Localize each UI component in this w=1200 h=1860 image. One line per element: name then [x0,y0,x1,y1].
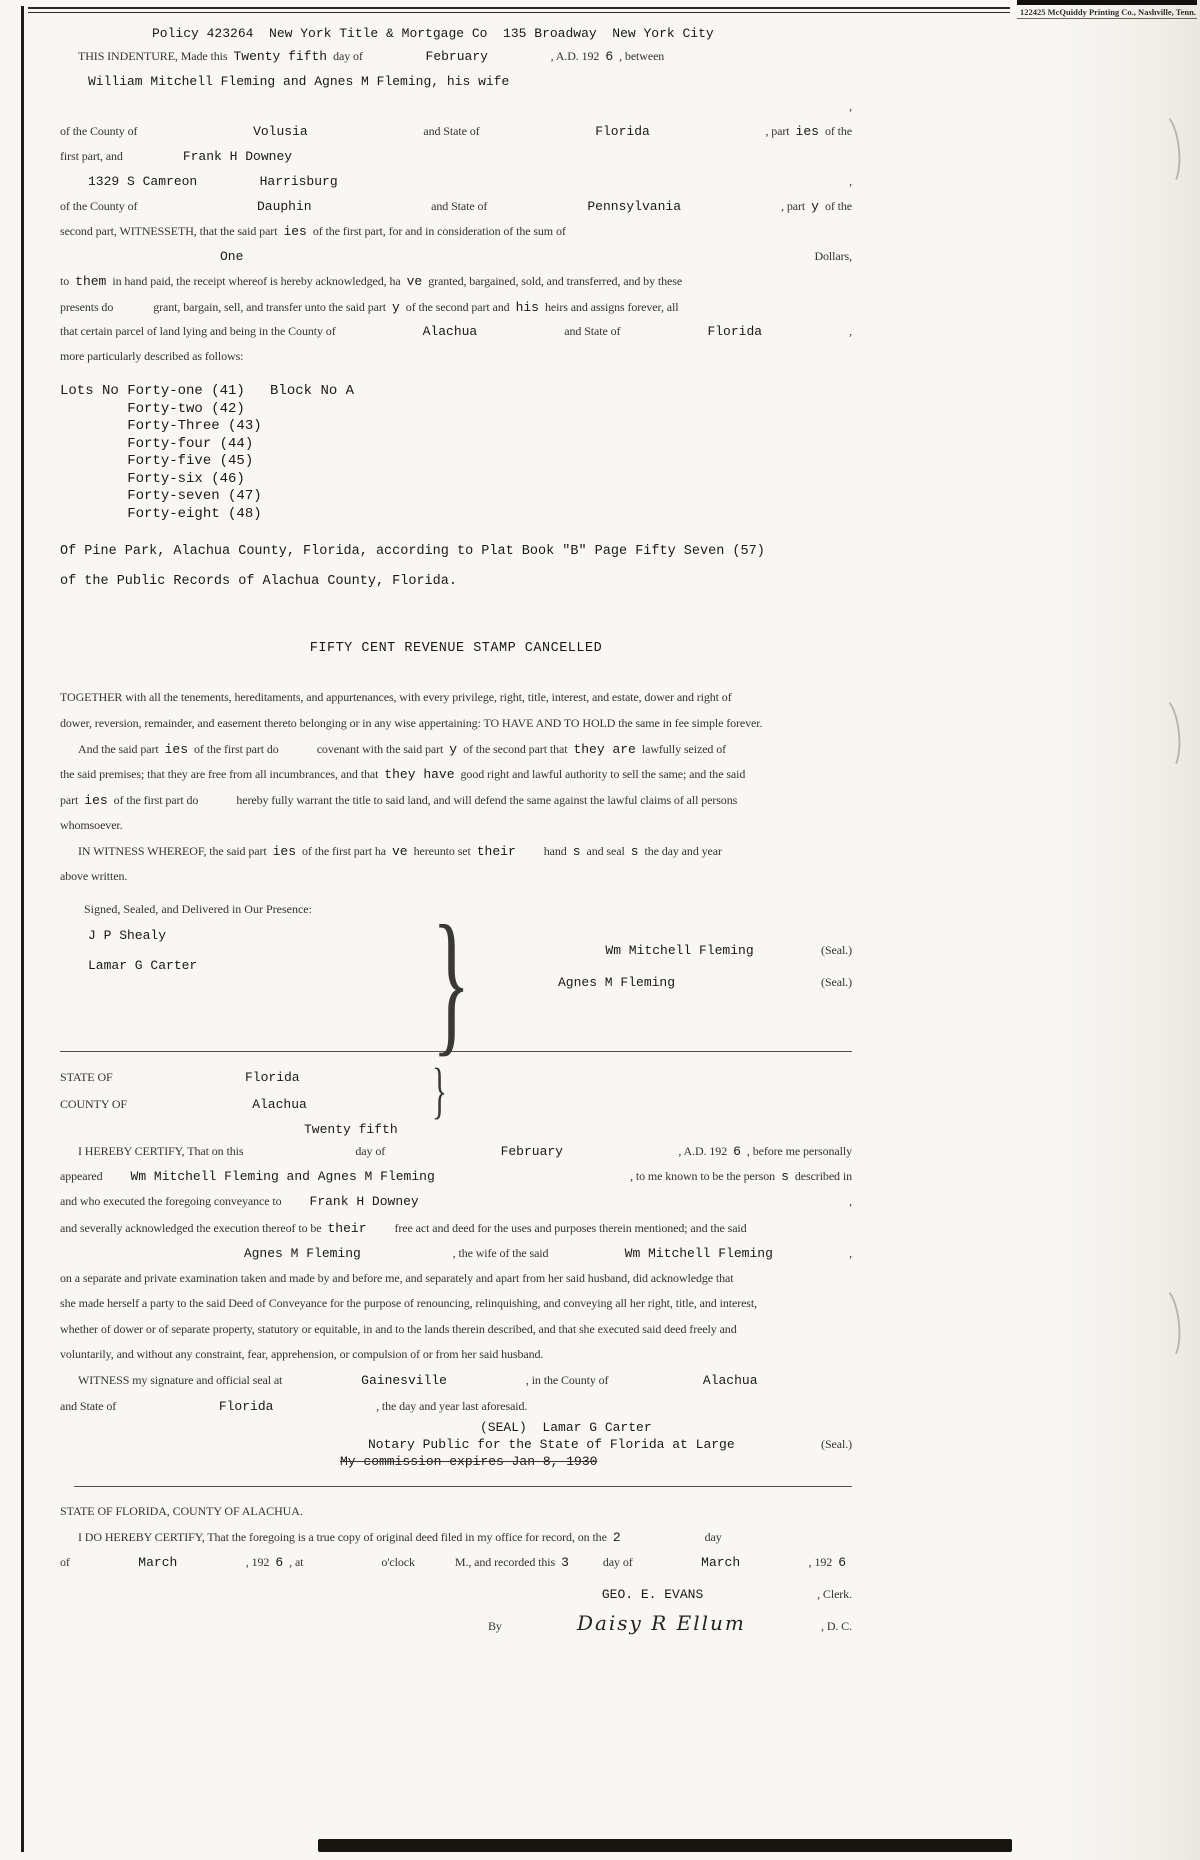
text-run: and who executed the foregoing conveyance to [60,1194,282,1208]
blank-line [627,1524,705,1549]
fill-in-blank: ve [386,839,414,864]
fill-in-blank: they are [567,737,641,762]
fill-in-blank: Volusia [137,119,423,144]
text-run: My commission expires Jan 8, 1930 [340,1453,598,1469]
plat-reference [60,537,852,597]
blank-line [575,1549,603,1574]
blank-line [373,1215,395,1241]
text-line [60,1064,432,1091]
text-run: day [704,1529,722,1544]
section-divider [74,1486,852,1487]
text-line [498,933,852,966]
text-line [60,169,852,194]
fill-in-blank: 6 [727,1139,747,1164]
fill-in-blank: Lamar G Carter [60,951,432,981]
fill-in-blank: ies [78,788,113,813]
text-line [480,1419,852,1436]
text-line [60,1291,852,1317]
text-line [60,711,852,737]
fill-in-blank: William Mitchell Fleming and Agnes M Fleming, his wife [60,69,852,94]
blank-line [303,1549,381,1574]
text-run: (Seal.) [821,943,852,957]
text-run: good right and lawful authority to sell the same; and the said [460,766,746,781]
fill-in-blank: ve [401,269,429,294]
fill-in-blank: Pennsylvania [487,194,781,219]
text-run: , [849,99,852,113]
blank-line [498,933,538,966]
fill-in-blank: 1329 S Camreon Harrisburg [60,169,849,194]
top-double-rule [28,7,1010,13]
text-run: of the County of [60,124,138,138]
venue-brace [432,1057,468,1125]
fill-in-blank: their [322,1216,373,1241]
text-run: the said premises; that they are free from all incumbrances, and that [60,766,379,781]
text-run: M., and recorded this [454,1554,556,1569]
text-run: , part [781,199,806,213]
text-run: (Seal.) [821,975,852,989]
fill-in-blank: Florida [620,319,849,344]
text-run: heirs and assigns forever, all [544,300,679,314]
revenue-stamp-note: FIFTY CENT REVENUE STAMP CANCELLED [309,641,603,656]
text-line [60,69,852,94]
text-run: Forty-seven (47) [60,488,262,504]
fill-in-blank: Notary Public for the State of Florida at Large [340,1436,821,1453]
text-run: of the first part ha [302,844,386,858]
text-run: of the first part do [194,742,279,756]
text-run: , 192 [245,1554,270,1569]
text-line [60,44,852,69]
fill-in-blank: Daisy R Ellum [502,1607,821,1639]
text-run: and severally acknowledged the execution thereof to be [60,1220,322,1235]
witness-column [60,921,432,1041]
text-line [60,1138,852,1164]
text-line [60,1011,432,1041]
text-line [60,436,852,454]
text-line [60,567,852,597]
text-run: grant, bargain, sell, and transfer unto the said part [153,300,386,314]
text-line [60,864,852,890]
fill-in-blank: Alachua [336,319,565,344]
fill-in-blank: Frank H Downey [123,144,852,169]
curly-brace-icon: } [432,1057,447,1125]
text-run: more particularly described as follows: [60,349,244,363]
fill-in-blank: 2 [607,1525,627,1549]
fill-in-blank: February [363,44,551,69]
text-run: dower, reversion, remainder, and easement thereto belonging or in any wise appertaining: TO HAVE AND TO HOLD the same in fee simple forever. [60,715,763,730]
fill-in-blank: y [386,295,406,319]
fill-in-blank: his [510,295,545,319]
text-run: , D. C. [821,1618,852,1633]
blank-line [198,787,236,813]
text-line [60,119,852,144]
filing-certificate [60,1499,852,1639]
bottom-scan-bar [318,1839,1012,1852]
fill-in-blank: y [805,194,825,219]
blank-line [60,1240,152,1266]
text-run: I HEREBY CERTIFY, That on this [78,1144,244,1158]
text-run: of the Public Records of Alachua County, Florida. [60,574,457,589]
text-run: and State of [564,324,621,338]
text-line [60,813,852,839]
fill-in-blank: Alachua [608,1368,852,1394]
fill-in-blank: Dauphin [137,194,431,219]
text-run: part [60,793,79,807]
text-run: she made herself a party to the said Deed of Conveyance for the purpose of renouncing, relinquishing, and conveying all her right, title, and interest, [60,1296,758,1310]
legal-description [60,383,852,523]
text-run: , between [619,49,665,63]
blank-line [415,1549,455,1574]
fill-in-blank: 6 [599,44,619,69]
fill-in-blank: 6 [269,1550,289,1574]
blank-line [522,838,544,864]
fill-in-blank: One [60,244,814,269]
text-run: I DO HEREBY CERTIFY, That the foregoing is a true copy of original deed filed in my office for record, on the [78,1529,607,1544]
binder-mark-icon [1146,111,1184,190]
printer-mark [1017,0,1197,19]
opening-paragraph [60,44,852,369]
fill-in-blank: s [567,839,587,864]
text-run: Forty-eight (48) [60,505,262,522]
text-line [60,838,852,864]
curly-brace-icon: } [432,892,471,1070]
text-run: of the [824,199,852,213]
text-line [60,488,852,506]
acknowledgment-section [60,1122,852,1470]
fill-in-blank [566,219,852,244]
text-run: hereby fully warrant the title to said land, and will defend the same against the lawful claims of all persons [236,793,738,807]
text-line [60,1240,852,1266]
text-line [60,537,852,567]
text-run: And the said part [78,742,159,756]
text-line [60,294,852,319]
text-run: the day and year [644,844,722,858]
text-run: of the first part do [113,793,199,807]
fill-in-blank: Wm Mitchell Fleming [538,934,821,966]
text-line [60,269,852,294]
text-run: second part, WITNESSETH, that the said part [60,224,278,238]
fill-in-blank [664,44,852,69]
text-run: and State of [431,199,488,213]
text-run: day of [333,49,363,63]
fill-in-blank: Gainesville [282,1368,526,1394]
fill-in-blank: ies [267,839,302,864]
fill-in-blank: s [775,1164,795,1190]
text-line [60,787,852,813]
fill-in-blank: Frank H Downey [282,1189,850,1215]
text-run: , before me personally [746,1144,852,1158]
venue-lines [60,1064,432,1118]
text-run: Dollars, [814,249,852,263]
fill-in-blank: ies [277,219,312,244]
binder-mark-icon [1146,695,1184,774]
text-run: STATE OF [60,1070,113,1084]
fill-in-blank: Florida [116,1394,376,1419]
fill-in-blank: Wm Mitchell Fleming [548,1241,849,1266]
fill-in-blank: their [471,839,522,864]
text-run: that certain parcel of land lying and being in the County of [60,324,336,338]
text-line [60,1215,852,1241]
text-run: whomsoever. [60,817,123,832]
text-run: of the second part and [405,300,510,314]
text-run: , part [765,124,790,138]
fill-in-blank: Twenty fifth [227,44,333,69]
text-run: Forty-two (42) [60,400,245,417]
text-run: hand [543,844,567,858]
text-line [488,1607,852,1639]
text-run: and State of [60,1399,117,1413]
text-line [60,981,432,1011]
text-run: (Seal.) [821,1436,852,1451]
text-run: (SEAL) Lamar G Carter [480,1419,652,1435]
text-run: , [849,174,852,188]
text-run: whether of dower or of separate property, statutory or equitable, in and to the lands therein described, and that she executed said deed freely and [60,1321,737,1336]
text-run: STATE OF FLORIDA, COUNTY OF ALACHUA. [60,1503,303,1518]
text-line [60,401,852,419]
text-line [60,1164,852,1190]
text-run: , in the County of [525,1372,609,1387]
text-run: of [60,1554,70,1569]
fill-in-blank: February [385,1139,678,1164]
text-run: o'clock [381,1554,415,1569]
fill-in-blank [60,1011,432,1041]
policy-header-line: Policy 423264 New York Title & Mortgage Co 135 Broadway New York City [152,26,714,41]
text-line [60,736,852,762]
text-run: THIS INDENTURE, Made this [78,49,228,63]
grantor-signature-column [468,921,852,1041]
text-line [60,762,852,788]
text-run: of the County of [60,199,138,213]
fill-in-blank: Agnes M Fleming [152,1241,453,1266]
fill-in-blank: Alachua [127,1091,432,1118]
text-run: , [849,1246,852,1260]
text-run: day of [602,1554,633,1569]
left-edge-rule [21,6,24,1852]
text-run: Forty-Three (43) [60,418,262,434]
text-line [340,1436,852,1453]
printer-mark-text: 122425 McQuiddy Printing Co., Nashville, Tenn. [1017,5,1197,19]
text-line [498,966,852,999]
text-line [60,1393,852,1419]
text-run: on a separate and private examination taken and made by and before me, and separately and apart from her said husband, did acknowledge that [60,1270,734,1285]
fill-in-blank: March [70,1550,246,1574]
fill-in-blank: Agnes M Fleming [498,966,821,999]
text-run: hereunto set [413,844,471,858]
text-run: in hand paid, the receipt whereof is hereby acknowledged, ha [112,274,401,288]
fill-in-blank: J P Shealy [60,921,432,951]
text-run: covenant with the said part [316,742,444,756]
text-run: , the day and year last aforesaid. [376,1399,528,1413]
witness-section [60,892,852,1070]
text-run: Forty-six (46) [60,470,245,487]
fill-in-blank: 3 [555,1550,575,1574]
notary-seal-block [60,1419,852,1470]
text-run: voluntarily, and without any constraint, fear, apprehension, or compulsion of or from her said husband. [60,1347,544,1361]
fill-in-blank [60,981,432,1011]
text-run: granted, bargained, sold, and transferred, and by these [428,274,683,288]
fill-in-blank: them [69,269,112,294]
fill-in-blank: y [443,737,463,762]
venue-block [60,1057,852,1125]
text-run: COUNTY OF [60,1097,127,1111]
text-run: IN WITNESS WHEREOF, the said part [78,844,267,858]
fill-in-blank: 6 [832,1550,852,1574]
text-run: , A.D. 192 [678,1144,728,1158]
fill-in-blank [60,94,849,119]
fill-in-blank: March [633,1550,809,1574]
fill-in-blank: GEO. E. EVANS [488,1582,817,1607]
text-line [60,685,852,711]
text-line [60,506,852,524]
text-line [60,1317,852,1343]
text-run: lawfully seized of [641,742,727,756]
text-line [60,1342,852,1368]
text-run: , [849,1194,852,1208]
text-line [60,94,852,119]
text-line [60,1189,852,1215]
typed-day-overlay: Twenty fifth [304,1122,398,1137]
text-run: and seal [586,844,625,858]
text-run: day of [355,1144,386,1158]
acknowledgment-paragraph [60,1138,852,1419]
text-line [60,1266,852,1292]
blank-line [279,736,317,762]
text-run: Forty-four (44) [60,435,254,452]
text-run: appeared [60,1168,103,1183]
text-line [60,951,432,981]
text-line [60,1368,852,1394]
text-run: , A.D. 192 [550,49,600,63]
fill-in-blank: they have [378,762,460,788]
fill-in-blank: s [625,839,645,864]
text-run: Lots No Forty-one (41) Block No A [60,383,355,399]
fill-in-blank: Florida [480,119,766,144]
blank-line [113,294,153,319]
text-run: described in [794,1168,852,1183]
text-run: to [60,274,70,288]
fill-in-blank: Wm Mitchell Fleming and Agnes M Fleming [103,1164,631,1190]
text-line [60,1549,852,1574]
text-line [60,921,432,951]
text-run: By [488,1618,502,1633]
fill-in-blank: ies [159,737,194,762]
text-run: of the second part that [463,742,568,756]
text-run: presents do [60,300,114,314]
witness-header: Signed, Sealed, and Delivered in Our Presence: [84,902,312,916]
text-run: Of Pine Park, Alachua County, Florida, according to Plat Book "B" Page Fifty Seven (57) [60,544,765,559]
text-run: , to me known to be the person [630,1168,776,1183]
text-line [60,453,852,471]
text-run: free act and deed for the uses and purposes therein mentioned; and the said [394,1220,747,1235]
text-run: above written. [60,868,128,883]
text-run: Forty-five (45) [60,453,254,469]
text-run: of the [824,124,852,138]
text-line [60,144,852,169]
text-line [60,194,852,219]
fill-in-blank: ies [790,119,825,144]
text-line [340,1453,852,1470]
text-line [60,383,852,401]
text-line [60,1524,852,1549]
deed-content [60,24,852,1639]
habendum-covenants-paragraph [60,685,852,889]
text-line [488,1582,852,1607]
text-run: first part, and [60,149,123,163]
witness-brace [432,892,471,1070]
text-line [60,471,852,489]
text-run: , [849,324,852,338]
blank-line [243,1138,355,1164]
text-line [60,1091,432,1118]
text-run: , at [289,1554,304,1569]
text-line [60,319,852,344]
text-line [60,219,852,244]
binder-mark-icon [1146,1285,1184,1364]
text-run: , Clerk. [817,1586,852,1601]
text-run: TOGETHER with all the tenements, hereditaments, and appurtenances, with every privilege, right, title, interest, and estate, dower and right of [60,690,732,704]
fill-in-blank: Florida [113,1064,432,1091]
text-run: WITNESS my signature and official seal at [78,1372,283,1387]
text-run [527,1393,852,1419]
text-line [60,418,852,436]
text-line [60,244,852,269]
text-line [60,1499,852,1524]
text-run: and State of [423,124,480,138]
text-run: , 192 [808,1554,833,1569]
text-run: , the wife of the said [452,1246,549,1260]
text-run: of the first part, for and in consideration of the sum of [312,224,566,238]
text-line [60,344,852,369]
